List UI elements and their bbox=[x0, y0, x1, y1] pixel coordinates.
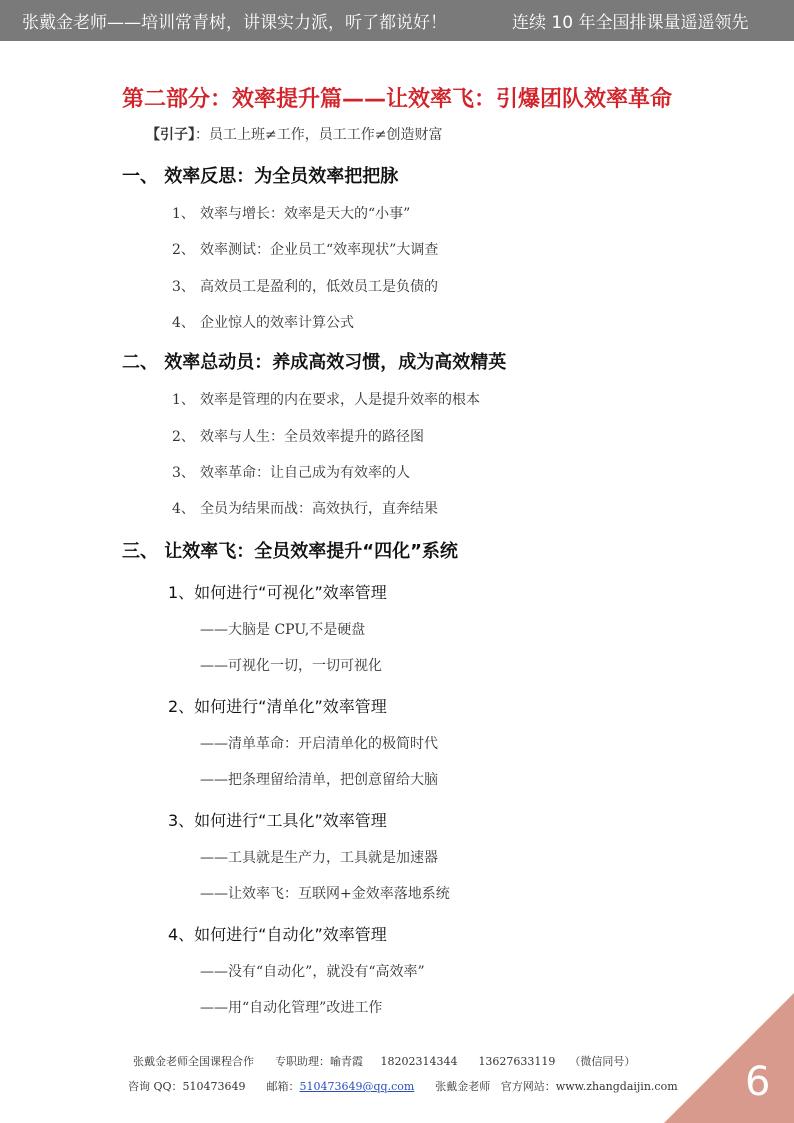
sub-line: ——大脑是 CPU,不是硬盘 bbox=[200, 622, 366, 638]
banner-ranking: 连续 10 年全国排课量遥遥领先 bbox=[512, 13, 749, 33]
list-item: 4、 企业惊人的效率计算公式 bbox=[172, 315, 354, 331]
list-item: 3、 高效员工是盈利的，低效员工是负债的 bbox=[172, 279, 438, 295]
sub-line: ——工具就是生产力，工具就是加速器 bbox=[200, 850, 438, 866]
section-heading-1: 一、 效率反思：为全员效率把把脉 bbox=[122, 166, 399, 187]
sub-line: ——让效率飞：互联网+金效率落地系统 bbox=[200, 886, 450, 902]
sub-line: ——把条理留给清单，把创意留给大脑 bbox=[200, 772, 438, 788]
header-banner bbox=[0, 0, 794, 41]
banner-slogan: 张戴金老师——培训常青树，讲课实力派，听了都说好！ bbox=[22, 13, 447, 33]
sub-line: ——清单革命：开启清单化的极简时代 bbox=[200, 736, 438, 752]
sub-line: ——可视化一切，一切可视化 bbox=[200, 658, 382, 674]
list-item: 4、 全员为结果而战：高效执行，直奔结果 bbox=[172, 501, 438, 517]
subsection-title: 3、如何进行“工具化”效率管理 bbox=[168, 811, 387, 830]
list-item: 1、 效率与增长：效率是天大的“小事” bbox=[172, 206, 411, 222]
list-item: 3、 效率革命：让自己成为有效率的人 bbox=[172, 465, 410, 481]
section-heading-2: 二、 效率总动员：养成高效习惯，成为高效精英 bbox=[122, 352, 507, 373]
intro-line bbox=[146, 124, 442, 144]
page-number: 6 bbox=[745, 1059, 771, 1105]
email-link[interactable]: 510473649@qq.com bbox=[299, 1080, 415, 1093]
section-heading-3: 三、 让效率飞：全员效率提升“四化”系统 bbox=[122, 541, 458, 562]
footer-info-line: 咨询 QQ：510473649 邮箱：510473649@qq.com 张戴金老师 官方网站：www.zhangdaijin.com bbox=[128, 1080, 678, 1093]
sub-line: ——没有“自动化”，就没有“高效率” bbox=[200, 964, 425, 980]
intro-label: 【引子】 bbox=[146, 127, 195, 143]
subsection-title: 2、如何进行“清单化”效率管理 bbox=[168, 697, 387, 716]
footer-contact-line: 张戴金老师全国课程合作 专职助理：喻青霞 18202314344 13627633119 （微信同号） bbox=[133, 1055, 636, 1068]
list-item: 2、 效率与人生：全员效率提升的路径图 bbox=[172, 429, 424, 445]
intro-text: ：员工上班≠工作，员工工作≠创造财富 bbox=[195, 127, 443, 143]
subsection-title: 4、如何进行“自动化”效率管理 bbox=[168, 925, 387, 944]
list-item: 1、 效率是管理的内在要求，人是提升效率的根本 bbox=[172, 392, 480, 408]
list-item: 2、 效率测试：企业员工“效率现状”大调查 bbox=[172, 242, 439, 258]
page-title: 第二部分：效率提升篇——让效率飞：引爆团队效率革命 bbox=[121, 87, 672, 112]
subsection-title: 1、如何进行“可视化”效率管理 bbox=[168, 583, 387, 602]
corner-triangle bbox=[664, 993, 794, 1123]
sub-line: ——用“自动化管理”改进工作 bbox=[200, 1000, 383, 1016]
